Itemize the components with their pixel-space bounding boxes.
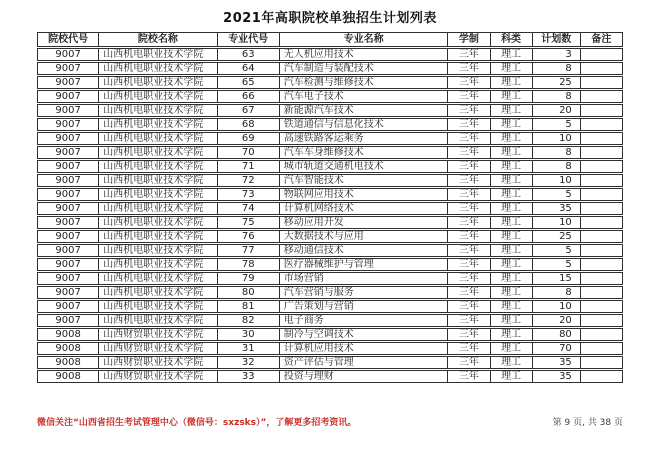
table-cell: 山西机电职业技术学院: [99, 132, 217, 145]
table-cell: [581, 328, 623, 341]
table-cell: 75: [218, 216, 280, 229]
table-cell: 70: [533, 342, 581, 355]
table-cell: 理工: [491, 230, 533, 243]
table-header-row: [37, 32, 623, 47]
table-cell: 10: [533, 300, 581, 313]
table-cell: 三年: [448, 90, 490, 103]
table-cell: 理工: [491, 202, 533, 215]
table-cell: 理工: [491, 216, 533, 229]
table-cell: 33: [218, 370, 280, 383]
table-cell: 70: [218, 146, 280, 159]
table-cell: 79: [218, 272, 280, 285]
table-cell: 3: [533, 48, 581, 61]
table-row: [37, 328, 623, 341]
table-row: [37, 76, 623, 89]
table-cell: 10: [533, 174, 581, 187]
table-row: [37, 342, 623, 355]
table-row: [37, 62, 623, 75]
table-cell: 山西财贸职业技术学院: [99, 342, 217, 355]
table-cell: 25: [533, 230, 581, 243]
table-cell: 山西财贸职业技术学院: [99, 370, 217, 383]
table-cell: 理工: [491, 48, 533, 61]
table-cell: 广告策划与营销: [280, 300, 449, 313]
page-footer: [37, 415, 623, 428]
table-cell: [581, 356, 623, 369]
table-cell: 山西机电职业技术学院: [99, 48, 217, 61]
table-cell: 三年: [448, 230, 490, 243]
table-row: [37, 48, 623, 61]
table-cell: 汽车车身维修技术: [280, 146, 449, 159]
table-cell: 计算机网络技术: [280, 202, 449, 215]
table-cell: 山西机电职业技术学院: [99, 202, 217, 215]
table-row: [37, 286, 623, 299]
table-body: [37, 48, 623, 383]
table-cell: 三年: [448, 48, 490, 61]
table-cell: 汽车营销与服务: [280, 286, 449, 299]
table-cell: 9007: [37, 118, 99, 131]
table-cell: 三年: [448, 342, 490, 355]
wechat-notice-text: 微信关注“山西省招生考试管理中心（微信号：sxzsks）”，了解更多招考资讯。: [37, 418, 357, 428]
table-cell: 山西机电职业技术学院: [99, 76, 217, 89]
table-cell: [581, 76, 623, 89]
table-cell: 山西机电职业技术学院: [99, 314, 217, 327]
table-row: [37, 118, 623, 131]
table-row: [37, 216, 623, 229]
table-cell: 铁道通信与信息化技术: [280, 118, 449, 131]
table-cell: 山西机电职业技术学院: [99, 146, 217, 159]
table-cell: 三年: [448, 174, 490, 187]
table-cell: 山西机电职业技术学院: [99, 90, 217, 103]
table-row: [37, 258, 623, 271]
table-row: [37, 188, 623, 201]
table-row: [37, 370, 623, 383]
table-cell: 8: [533, 160, 581, 173]
table-cell: 5: [533, 118, 581, 131]
column-header: 科类: [491, 32, 533, 47]
table-cell: 山西机电职业技术学院: [99, 258, 217, 271]
table-cell: 8: [533, 146, 581, 159]
table-cell: 汽车电子技术: [280, 90, 449, 103]
table-cell: 63: [218, 48, 280, 61]
table-cell: 物联网应用技术: [280, 188, 449, 201]
table-cell: [581, 300, 623, 313]
table-cell: [581, 370, 623, 383]
table-cell: 山西机电职业技术学院: [99, 300, 217, 313]
table-cell: 8: [533, 90, 581, 103]
table-cell: 市场营销: [280, 272, 449, 285]
table-cell: 理工: [491, 90, 533, 103]
table-cell: 5: [533, 244, 581, 257]
table-cell: 74: [218, 202, 280, 215]
table-cell: 9007: [37, 104, 99, 117]
table-cell: 理工: [491, 118, 533, 131]
table-cell: 9008: [37, 328, 99, 341]
table-cell: 9007: [37, 76, 99, 89]
table-cell: 25: [533, 76, 581, 89]
table-cell: 9007: [37, 48, 99, 61]
table-cell: 三年: [448, 272, 490, 285]
column-header: 院校名称: [99, 32, 217, 47]
table-cell: 9007: [37, 300, 99, 313]
table-cell: 无人机应用技术: [280, 48, 449, 61]
table-cell: 理工: [491, 328, 533, 341]
table-cell: 山西财贸职业技术学院: [99, 328, 217, 341]
table-cell: 20: [533, 104, 581, 117]
column-header: 院校代号: [37, 32, 99, 47]
table-cell: 78: [218, 258, 280, 271]
table-cell: 15: [533, 272, 581, 285]
table-cell: 三年: [448, 160, 490, 173]
table-cell: 9007: [37, 160, 99, 173]
column-header: 备注: [581, 32, 623, 47]
table-cell: 三年: [448, 118, 490, 131]
table-cell: 山西机电职业技术学院: [99, 104, 217, 117]
table-cell: 81: [218, 300, 280, 313]
table-cell: 三年: [448, 188, 490, 201]
table-cell: [581, 244, 623, 257]
table-cell: [581, 90, 623, 103]
table-cell: 9007: [37, 258, 99, 271]
table-cell: 三年: [448, 62, 490, 75]
table-cell: 山西机电职业技术学院: [99, 272, 217, 285]
table-cell: 三年: [448, 300, 490, 313]
column-header: 专业名称: [280, 32, 449, 47]
table-cell: 9007: [37, 146, 99, 159]
table-cell: 9007: [37, 202, 99, 215]
table-cell: [581, 230, 623, 243]
table-row: [37, 146, 623, 159]
table-row: [37, 314, 623, 327]
table-cell: 山西机电职业技术学院: [99, 244, 217, 257]
table-cell: 5: [533, 258, 581, 271]
table-cell: [581, 160, 623, 173]
table-cell: 10: [533, 132, 581, 145]
table-cell: 35: [533, 370, 581, 383]
table-cell: 理工: [491, 76, 533, 89]
table-cell: 82: [218, 314, 280, 327]
table-cell: 9008: [37, 356, 99, 369]
table-cell: [581, 216, 623, 229]
table-cell: 68: [218, 118, 280, 131]
table-cell: 理工: [491, 342, 533, 355]
table-row: [37, 132, 623, 145]
table-cell: 新能源汽车技术: [280, 104, 449, 117]
table-cell: 8: [533, 62, 581, 75]
table-cell: 9007: [37, 132, 99, 145]
table-row: [37, 174, 623, 187]
table-cell: 三年: [448, 132, 490, 145]
table-cell: 66: [218, 90, 280, 103]
table-cell: 20: [533, 314, 581, 327]
enrollment-plan-table: [37, 31, 623, 384]
table-cell: 77: [218, 244, 280, 257]
table-cell: 9008: [37, 370, 99, 383]
table-cell: 76: [218, 230, 280, 243]
table-cell: 理工: [491, 314, 533, 327]
table-cell: 80: [218, 286, 280, 299]
table-row: [37, 244, 623, 257]
table-cell: 9007: [37, 174, 99, 187]
table-cell: 三年: [448, 314, 490, 327]
table-cell: 9007: [37, 90, 99, 103]
table-cell: 移动通信技术: [280, 244, 449, 257]
table-cell: 67: [218, 104, 280, 117]
table-cell: 理工: [491, 160, 533, 173]
table-cell: 9007: [37, 188, 99, 201]
table-cell: [581, 132, 623, 145]
table-cell: 医疗器械维护与管理: [280, 258, 449, 271]
table-row: [37, 356, 623, 369]
table-cell: 理工: [491, 62, 533, 75]
table-cell: 9007: [37, 62, 99, 75]
table-cell: 山西机电职业技术学院: [99, 160, 217, 173]
table-cell: 理工: [491, 370, 533, 383]
table-cell: 30: [218, 328, 280, 341]
table-cell: 电子商务: [280, 314, 449, 327]
table-cell: 移动应用开发: [280, 216, 449, 229]
table-cell: 35: [533, 356, 581, 369]
table-cell: 理工: [491, 104, 533, 117]
table-cell: 山西机电职业技术学院: [99, 188, 217, 201]
table-cell: 理工: [491, 272, 533, 285]
table-cell: [581, 286, 623, 299]
table-cell: 计算机应用技术: [280, 342, 449, 355]
table-cell: 65: [218, 76, 280, 89]
table-cell: 9007: [37, 286, 99, 299]
table-cell: 三年: [448, 216, 490, 229]
table-cell: 山西财贸职业技术学院: [99, 356, 217, 369]
column-header: 专业代号: [218, 32, 280, 47]
table-cell: [581, 62, 623, 75]
page-number-indicator: 第 9 页, 共 38 页: [552, 418, 623, 428]
table-row: [37, 202, 623, 215]
table-cell: 理工: [491, 300, 533, 313]
table-cell: [581, 104, 623, 117]
table-row: [37, 160, 623, 173]
table-cell: 投资与理财: [280, 370, 449, 383]
table-cell: 三年: [448, 104, 490, 117]
table-cell: 5: [533, 188, 581, 201]
table-cell: 理工: [491, 146, 533, 159]
table-cell: 三年: [448, 356, 490, 369]
table-cell: [581, 146, 623, 159]
table-cell: 制冷与空调技术: [280, 328, 449, 341]
table-cell: 9007: [37, 314, 99, 327]
table-cell: 9008: [37, 342, 99, 355]
table-cell: 71: [218, 160, 280, 173]
table-cell: 8: [533, 286, 581, 299]
table-cell: 73: [218, 188, 280, 201]
table-cell: 32: [218, 356, 280, 369]
table-row: [37, 272, 623, 285]
table-cell: 9007: [37, 272, 99, 285]
table-cell: 理工: [491, 258, 533, 271]
table-cell: 理工: [491, 188, 533, 201]
table-row: [37, 230, 623, 243]
table-cell: 80: [533, 328, 581, 341]
table-cell: 理工: [491, 356, 533, 369]
table-cell: 三年: [448, 202, 490, 215]
page-title: 2021年高职院校单独招生计划列表: [223, 11, 437, 26]
table-row: [37, 104, 623, 117]
table-cell: 山西机电职业技术学院: [99, 118, 217, 131]
table-cell: 理工: [491, 244, 533, 257]
table-cell: 9007: [37, 230, 99, 243]
table-row: [37, 90, 623, 103]
table-cell: 山西机电职业技术学院: [99, 174, 217, 187]
table-cell: 9007: [37, 216, 99, 229]
table-cell: 汽车检测与维修技术: [280, 76, 449, 89]
table-cell: [581, 342, 623, 355]
table-cell: [581, 314, 623, 327]
table-cell: 汽车制造与装配技术: [280, 62, 449, 75]
table-cell: 72: [218, 174, 280, 187]
table-cell: 三年: [448, 370, 490, 383]
table-row: [37, 300, 623, 313]
table-cell: 资产评估与管理: [280, 356, 449, 369]
table-cell: [581, 174, 623, 187]
table-cell: 9007: [37, 244, 99, 257]
table-cell: 三年: [448, 244, 490, 257]
table-cell: [581, 258, 623, 271]
column-header: 学制: [448, 32, 490, 47]
table-cell: [581, 48, 623, 61]
table-cell: [581, 188, 623, 201]
table-cell: 理工: [491, 286, 533, 299]
column-header: 计划数: [533, 32, 581, 47]
table-cell: 三年: [448, 328, 490, 341]
table-cell: [581, 202, 623, 215]
table-head: [37, 32, 623, 47]
table-cell: 三年: [448, 76, 490, 89]
table-cell: 31: [218, 342, 280, 355]
table-cell: 10: [533, 216, 581, 229]
table-cell: 69: [218, 132, 280, 145]
table-cell: [581, 272, 623, 285]
table-cell: 三年: [448, 286, 490, 299]
table-cell: 高速铁路客运乘务: [280, 132, 449, 145]
table-cell: 山西机电职业技术学院: [99, 230, 217, 243]
table-cell: 汽车智能技术: [280, 174, 449, 187]
table-cell: 山西机电职业技术学院: [99, 286, 217, 299]
table-cell: 理工: [491, 132, 533, 145]
table-cell: 三年: [448, 258, 490, 271]
table-cell: 山西机电职业技术学院: [99, 62, 217, 75]
table-cell: 35: [533, 202, 581, 215]
table-cell: 城市轨道交通机电技术: [280, 160, 449, 173]
table-cell: 大数据技术与应用: [280, 230, 449, 243]
table-cell: 64: [218, 62, 280, 75]
table-cell: 理工: [491, 174, 533, 187]
table-cell: 三年: [448, 146, 490, 159]
table-cell: [581, 118, 623, 131]
table-cell: 山西机电职业技术学院: [99, 216, 217, 229]
